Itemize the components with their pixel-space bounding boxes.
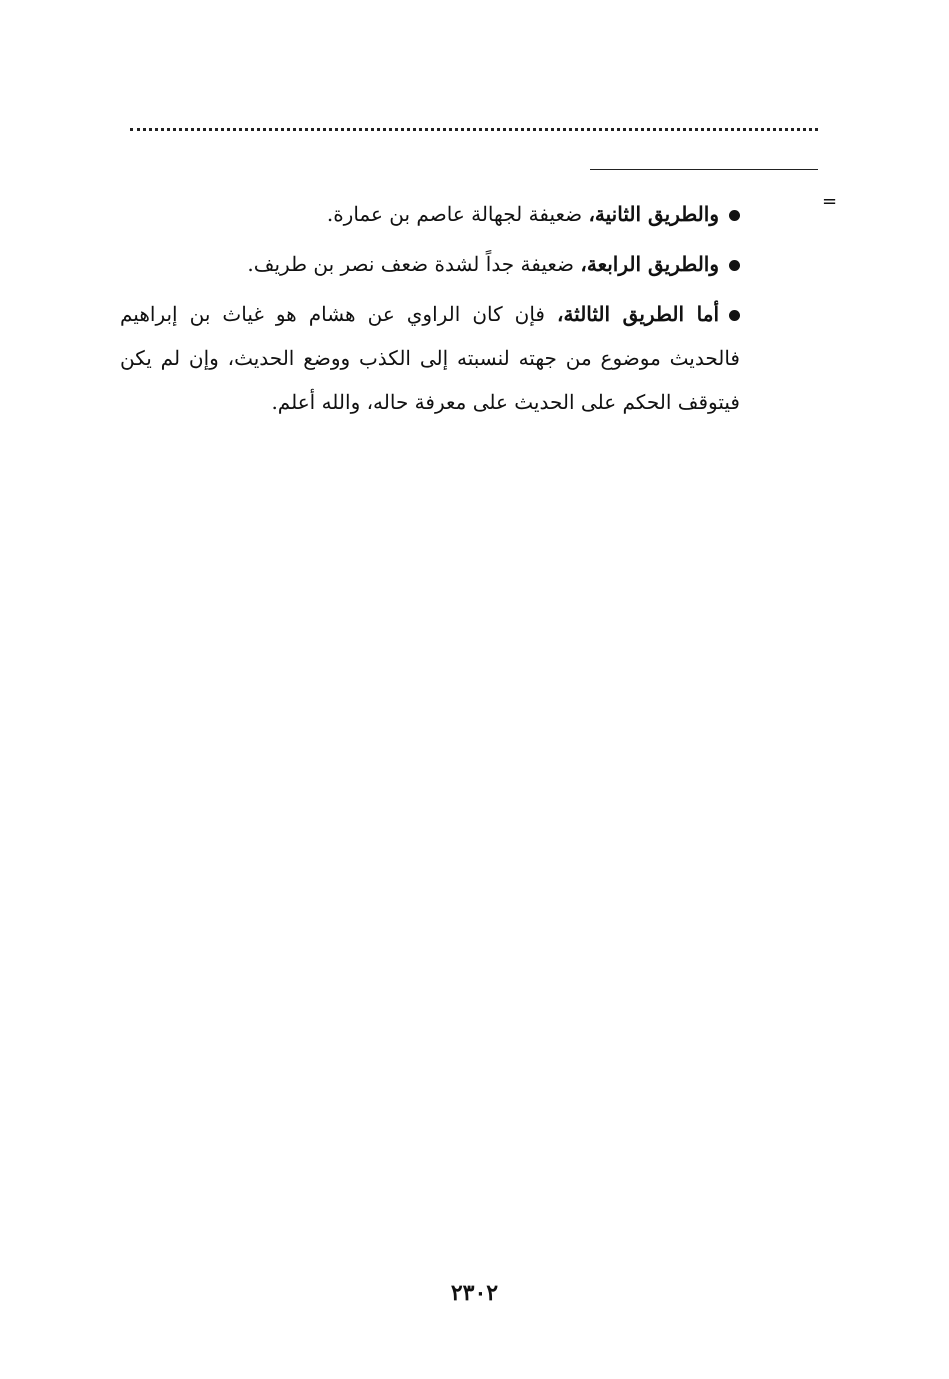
- bullet-icon: [729, 210, 740, 221]
- paragraph-third-route: [120, 292, 740, 424]
- footnote-rule: [590, 169, 818, 170]
- page-number: ٢٣٠٢: [450, 1280, 499, 1306]
- paragraph-text: ضعيفة لجهالة عاصم بن عمارة.: [326, 202, 583, 226]
- bullet-icon: [729, 310, 740, 321]
- footnote-body: [120, 192, 740, 430]
- paragraph-lead: والطريق الرابعة،: [580, 252, 719, 276]
- bullet-icon: [729, 260, 740, 271]
- paragraph-text: ضعيفة جداً لشدة ضعف نصر بن طريف.: [247, 252, 575, 276]
- paragraph-lead: أما الطريق الثالثة،: [556, 302, 719, 326]
- paragraph-text: فإن كان الراوي عن هشام هو غياث بن إبراهيم فالحديث موضوع من جهته لنسبته إلى الكذب ووضع الحديث، وإن لم يكن فيتوقف الحكم على الحديث على معرفة حاله، والله أعلم.: [120, 302, 740, 414]
- paragraph-lead: والطريق الثانية،: [588, 202, 719, 226]
- dotted-separator: [130, 128, 818, 131]
- paragraph-fourth-route: [120, 242, 740, 286]
- continuation-mark: =: [822, 191, 838, 212]
- paragraph-second-route: [120, 192, 740, 236]
